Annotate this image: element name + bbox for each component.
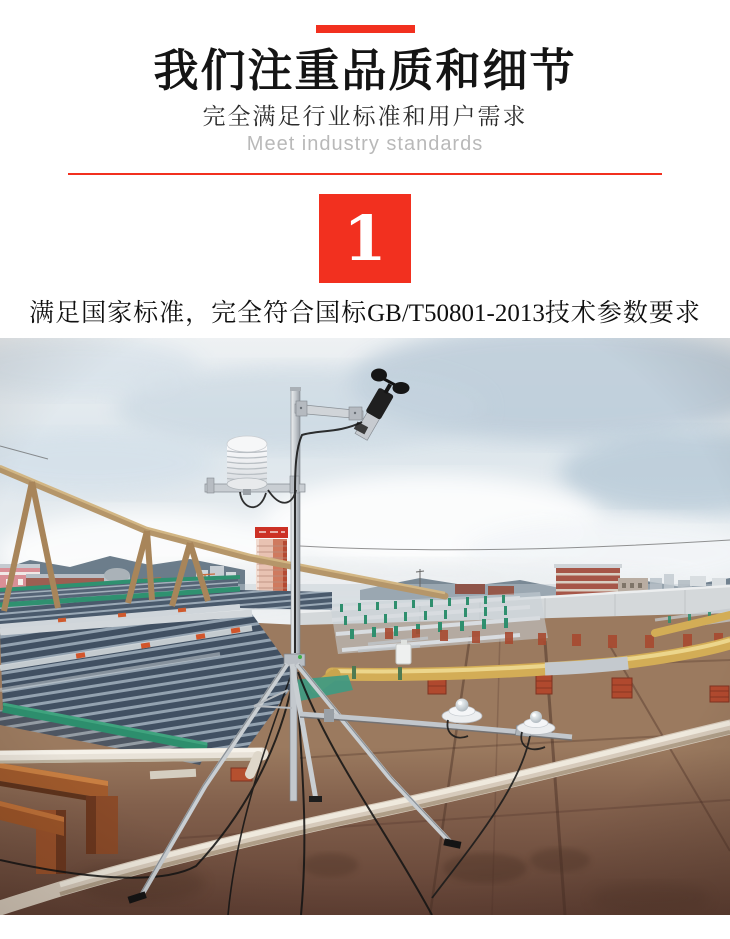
subtitle: 完全满足行业标准和用户需求 (202, 103, 528, 129)
subtitle-english: Meet industry standards (246, 133, 484, 155)
standards-caption: 满足国家标准，完全符合国标GB/T50801-2013技术参数要求 (29, 299, 701, 327)
step-badge (319, 194, 411, 283)
top-accent-bar (316, 25, 415, 33)
red-divider (68, 173, 662, 175)
product-detail-section (0, 25, 730, 939)
step-number: 1 (343, 202, 387, 275)
product-photo (0, 338, 730, 915)
page-title: 我们注重品质和细节 (153, 45, 577, 96)
vignette (0, 338, 730, 915)
